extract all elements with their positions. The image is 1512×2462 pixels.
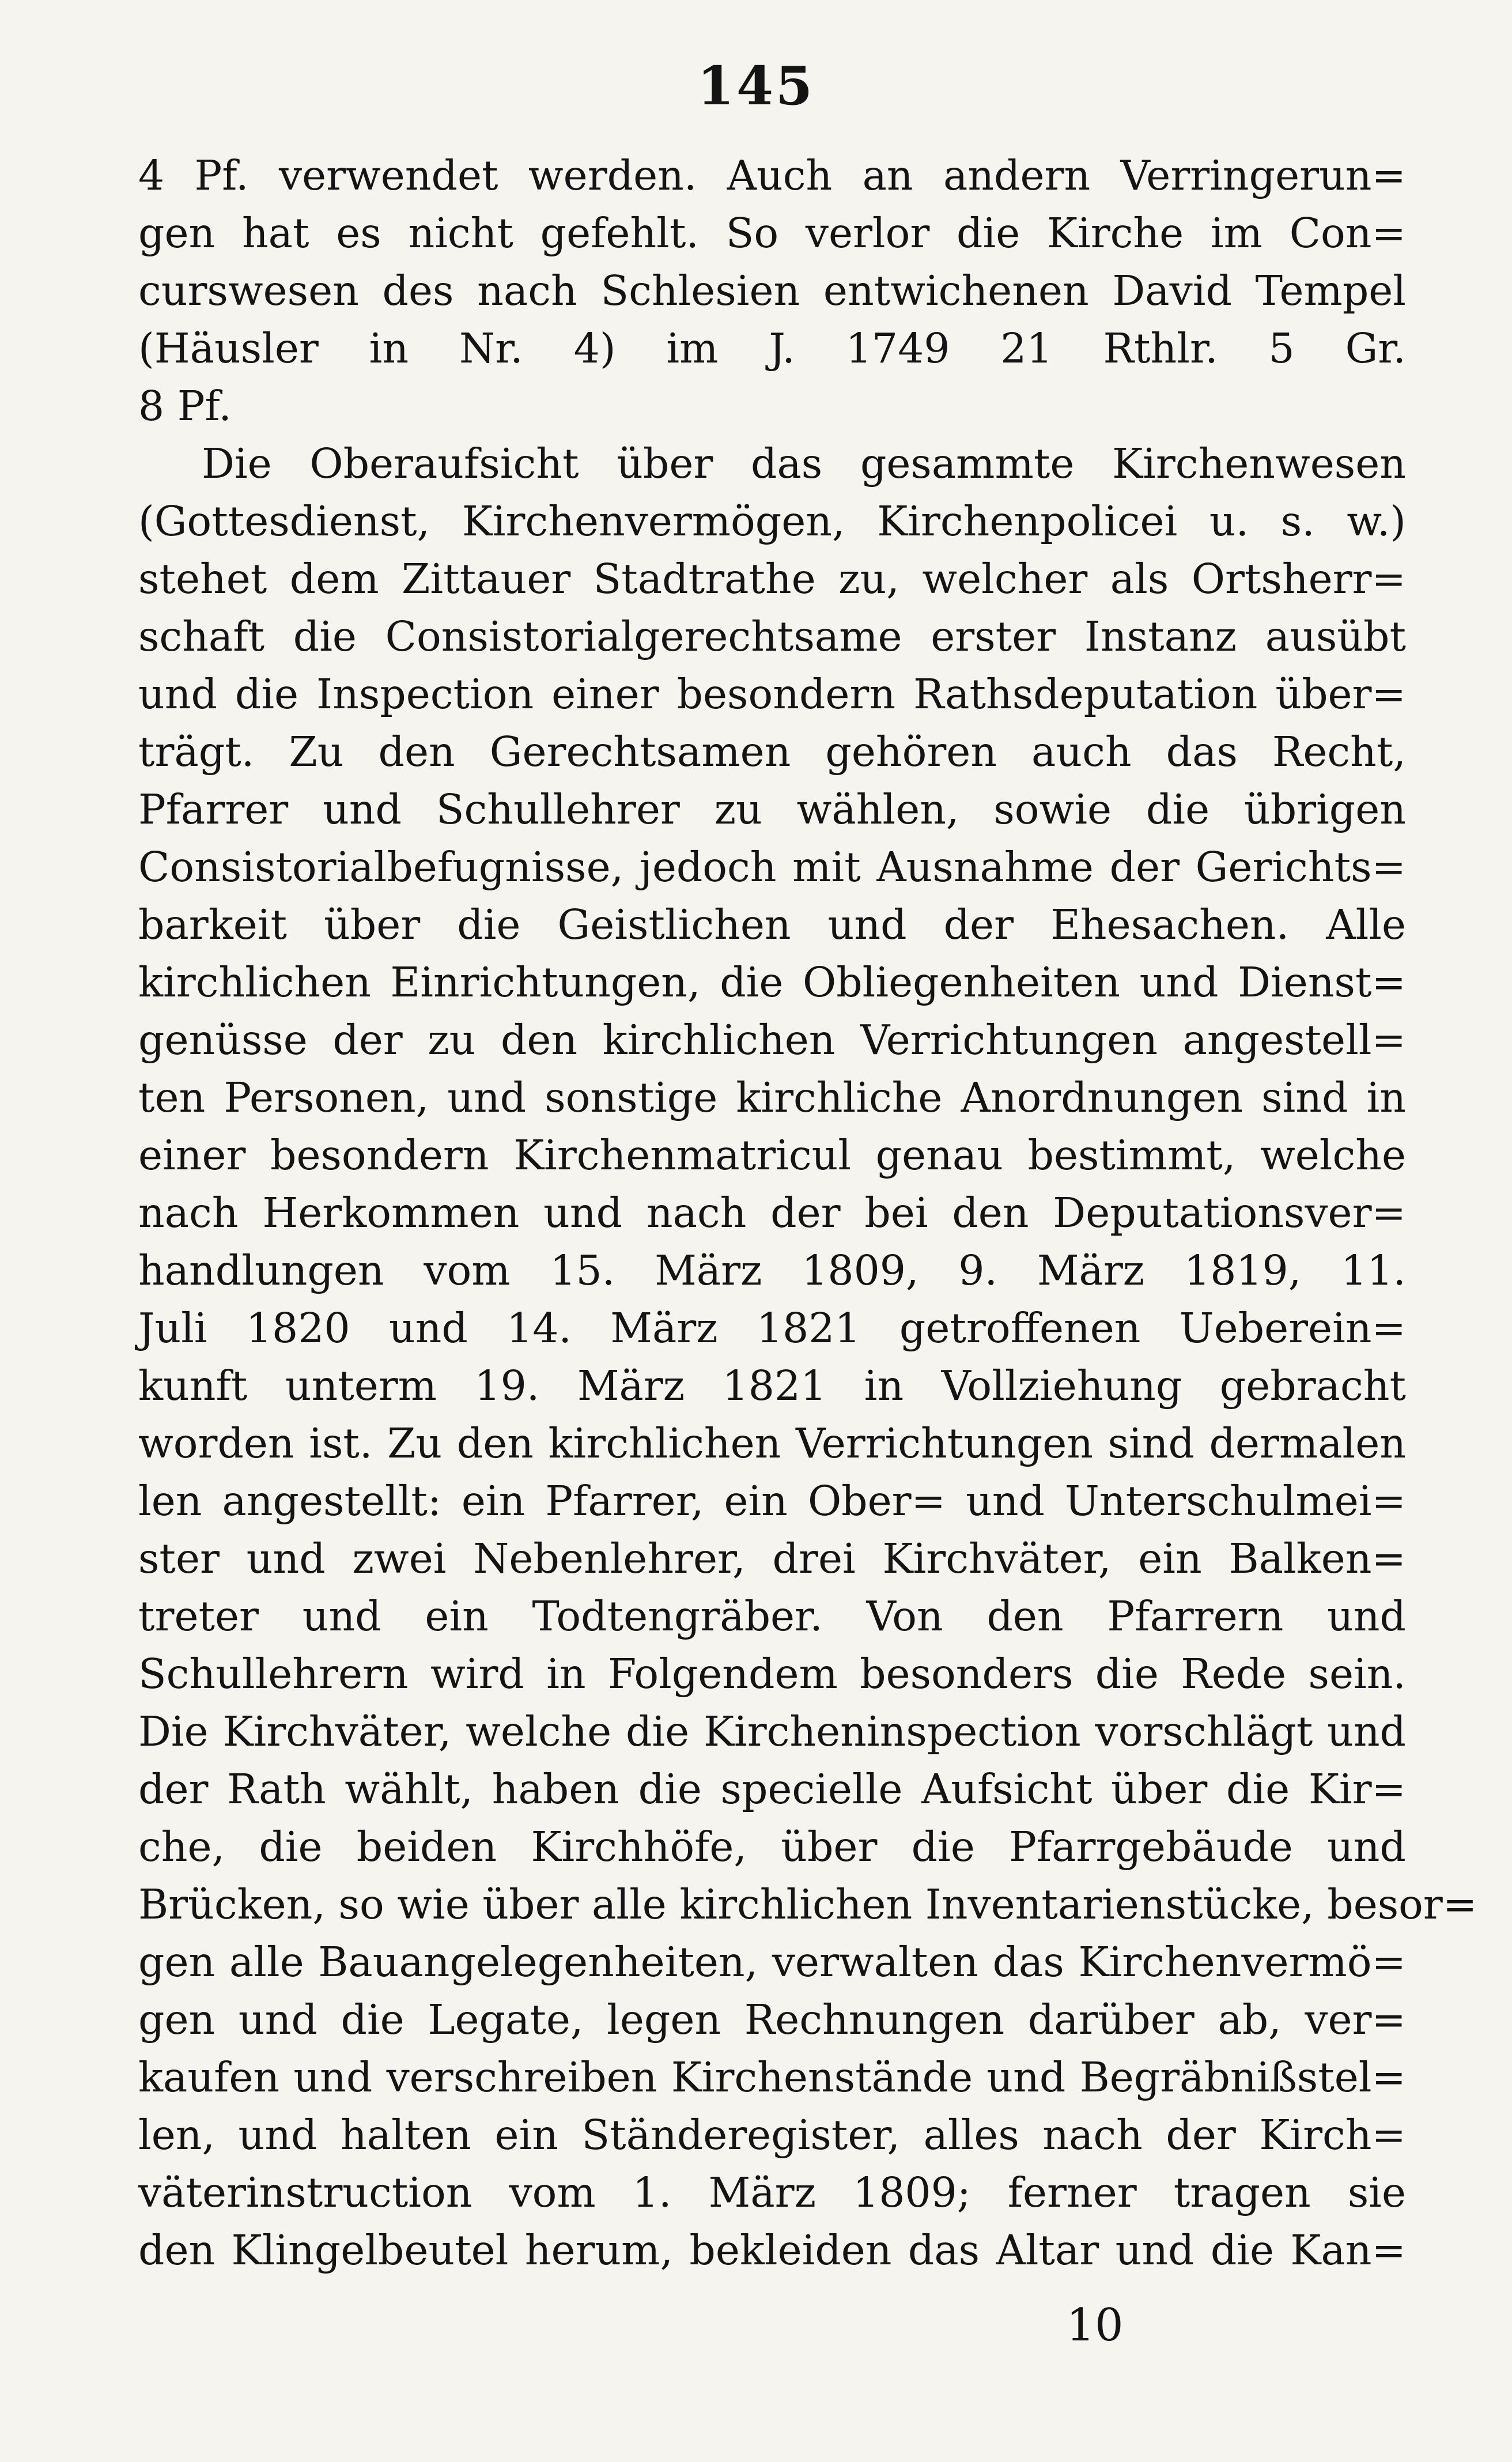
text-line: Die Oberaufsicht über das gesammte Kirchenwesen — [202, 440, 1406, 488]
text-line: ster und zwei Nebenlehrer, drei Kirchväter, ein Balken= — [138, 1535, 1406, 1583]
text-line: Die Kirchväter, welche die Kircheninspection vorschlägt und — [138, 1708, 1406, 1755]
text-line: treter und ein Todtengräber. Von den Pfarrern und — [138, 1592, 1406, 1640]
text-line: Schullehrern wird in Folgendem besonders die Rede sein. — [138, 1650, 1406, 1698]
text-line: einer besondern Kirchenmatricul genau bestimmt, welche — [138, 1131, 1406, 1179]
text-line: len, und halten ein Ständeregister, alles nach der Kirch= — [138, 2111, 1406, 2159]
text-line: 4 Pf. verwendet werden. Auch an andern Verringerun= — [138, 152, 1406, 199]
text-line: der Rath wählt, haben die specielle Aufsicht über die Kir= — [138, 1765, 1406, 1813]
text-line: gen und die Legate, legen Rechnungen darüber ab, ver= — [138, 1996, 1406, 2044]
text-line: che, die beiden Kirchhöfe, über die Pfarrgebäude und — [138, 1823, 1406, 1871]
text-line: 8 Pf. — [138, 382, 232, 430]
text-line: stehet dem Zittauer Stadtrathe zu, welcher als Ortsherr= — [138, 555, 1406, 603]
signature-mark: 10 — [1066, 2299, 1124, 2351]
text-line: väterinstruction vom 1. März 1809; ferner tragen sie — [138, 2169, 1406, 2216]
text-line: genüsse der zu den kirchlichen Verrichtungen angestell= — [138, 1016, 1406, 1064]
text-line: Brücken, so wie über alle kirchlichen Inventarienstücke, besor= — [138, 1881, 1477, 1928]
text-line: handlungen vom 15. März 1809, 9. März 1819, 11. — [138, 1247, 1406, 1294]
text-line: trägt. Zu den Gerechtsamen gehören auch das Recht, — [138, 728, 1406, 776]
text-line: barkeit über die Geistlichen und der Ehesachen. Alle — [138, 901, 1406, 949]
text-line: gen alle Bauangelegenheiten, verwalten das Kirchenvermö= — [138, 1938, 1406, 1986]
text-line: (Gottesdienst, Kirchenvermögen, Kirchenpolicei u. s. w.) — [138, 497, 1406, 545]
text-line: nach Herkommen und nach der bei den Deputationsver= — [138, 1189, 1406, 1237]
text-line: den Klingelbeutel herum, bekleiden das Altar und die Kan= — [138, 2226, 1406, 2274]
text-line: worden ist. Zu den kirchlichen Verrichtungen sind dermalen — [138, 1419, 1406, 1467]
text-line: gen hat es nicht gefehlt. So verlor die Kirche im Con= — [138, 209, 1406, 257]
text-line: kunft unterm 19. März 1821 in Vollziehung gebracht — [138, 1362, 1406, 1410]
text-line: und die Inspection einer besondern Rathsdeputation über= — [138, 670, 1406, 718]
body-text — [138, 147, 1477, 2279]
text-line: (Häusler in Nr. 4) im J. 1749 21 Rthlr. 5 Gr. — [138, 324, 1406, 372]
text-line: schaft die Consistorialgerechtsame erster Instanz ausübt — [138, 613, 1406, 660]
text-line: kaufen und verschreiben Kirchenstände und Begräbnißstel= — [138, 2053, 1406, 2101]
text-line: kirchlichen Einrichtungen, die Obliegenheiten und Dienst= — [138, 958, 1406, 1006]
text-line: Juli 1820 und 14. März 1821 getroffenen Ueberein= — [138, 1304, 1406, 1352]
text-line: Consistorialbefugnisse, jedoch mit Ausnahme der Gerichts= — [138, 843, 1406, 891]
text-line: len angestellt: ein Pfarrer, ein Ober= und Unterschulmei= — [138, 1477, 1406, 1525]
page-number: 145 — [697, 55, 815, 117]
text-line: curswesen des nach Schlesien entwichenen David Tempel — [138, 267, 1406, 315]
text-line: ten Personen, und sonstige kirchliche Anordnungen sind in — [138, 1074, 1406, 1122]
text-line: Pfarrer und Schullehrer zu wählen, sowie die übrigen — [138, 786, 1406, 833]
